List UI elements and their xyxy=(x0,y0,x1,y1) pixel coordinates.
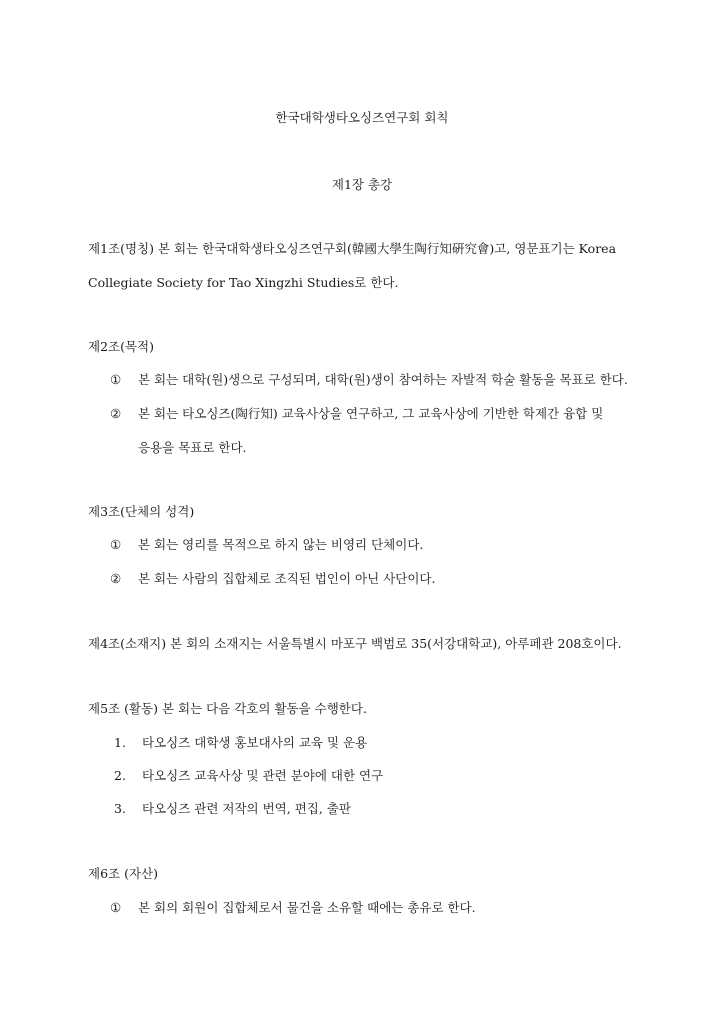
item-marker: 2. xyxy=(114,768,126,783)
article-3-item-2 xyxy=(110,569,435,587)
article-2-item-2 xyxy=(110,404,603,422)
article-2-item-2-continuation: 응용을 목표로 한다. xyxy=(138,440,247,455)
item-marker: ① xyxy=(110,900,122,915)
article-1-line-1: 제1조(명칭) 본 회는 한국대학생타오싱즈연구회(韓國大學生陶行知硏究會)고, 영문표기는 Korea xyxy=(88,241,617,256)
item-text: 본 회는 타오싱즈(陶行知) 교육사상을 연구하고, 그 교육사상에 기반한 학제간 융합 및 xyxy=(138,406,604,421)
item-marker: ① xyxy=(110,372,122,387)
item-marker: ② xyxy=(110,571,122,586)
article-2-heading: 제2조(목적) xyxy=(88,339,155,354)
item-text: 본 회의 회원이 집합체로서 물건을 소유할 때에는 총유로 한다. xyxy=(138,900,476,915)
article-4-line-1: 제4조(소재지) 본 회의 소재지는 서울특별시 마포구 백범로 35(서강대학교), 아루페관 208호이다. xyxy=(88,636,622,651)
article-5-item-2 xyxy=(114,766,383,784)
item-text: 타오싱즈 대학생 홍보대사의 교육 및 운용 xyxy=(142,735,368,750)
item-marker: 1. xyxy=(114,735,126,750)
document-title: 한국대학생타오싱즈연구회 회칙 xyxy=(275,110,449,125)
chapter-title: 제1장 총강 xyxy=(331,177,393,192)
article-2-item-1 xyxy=(110,370,628,388)
article-5-heading: 제5조 (활동) 본 회는 다음 각호의 활동을 수행한다. xyxy=(88,701,367,716)
item-text: 본 회는 대학(원)생으로 구성되며, 대학(원)생이 참여하는 자발적 학술 활동을 목표로 한다. xyxy=(138,372,628,387)
article-3-item-1 xyxy=(110,535,423,553)
article-5-item-1 xyxy=(114,733,367,751)
article-1-line-2: Collegiate Society for Tao Xingzhi Studies로 한다. xyxy=(88,275,399,290)
item-text: 타오싱즈 교육사상 및 관련 분야에 대한 연구 xyxy=(142,768,384,783)
article-6-heading: 제6조 (자산) xyxy=(88,866,158,881)
article-3-heading: 제3조(단체의 성격) xyxy=(88,504,195,519)
item-marker: ② xyxy=(110,406,122,421)
item-marker: ① xyxy=(110,537,122,552)
item-text: 본 회는 영리를 목적으로 하지 않는 비영리 단체이다. xyxy=(138,537,424,552)
item-text: 본 회는 사람의 집합체로 조직된 법인이 아닌 사단이다. xyxy=(138,571,436,586)
item-text: 타오싱즈 관련 저작의 번역, 편집, 출판 xyxy=(142,801,351,816)
article-6-item-1 xyxy=(110,898,476,916)
article-5-item-3 xyxy=(114,799,351,817)
item-marker: 3. xyxy=(114,801,126,816)
